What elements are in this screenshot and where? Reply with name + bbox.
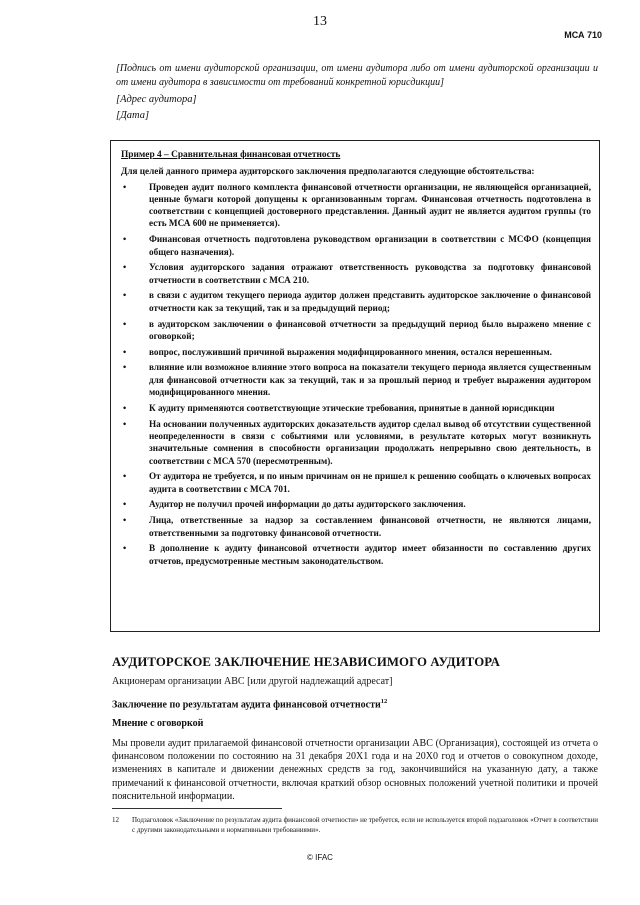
list-item (121, 181, 591, 230)
opinion-heading: Мнение с оговоркой (112, 718, 204, 729)
date-placeholder: [Дата] (116, 110, 150, 121)
example-box (110, 140, 600, 632)
footnote-divider (112, 808, 282, 809)
bullet-icon: • (123, 346, 127, 357)
bullet-icon: • (123, 418, 127, 429)
bullet-text: вопрос, послуживший причиной выражения модифицированного мнения, остался нерешенным. (149, 346, 552, 357)
list-item (121, 289, 591, 314)
bullet-text: Финансовая отчетность подготовлена руководством организации в соответствии с МСФО (концепция общего назначения). (149, 234, 591, 257)
bullet-text: Лица, ответственные за надзор за составлением финансовой отчетности, не являются лицами, ответственными за подготовку финансовой отчетности. (149, 515, 591, 538)
list-item (121, 514, 591, 539)
report-heading-text: Заключение по результатам аудита финансовой отчетности (112, 699, 381, 711)
report-addressee: Акционерам организации АВС [или другой надлежащий адресат] (112, 676, 393, 687)
example-intro: Для целей данного примера аудиторского заключения предполагаются следующие обстоятельства: (121, 166, 535, 177)
page-number: 13 (313, 14, 327, 29)
list-item (121, 402, 591, 414)
bullet-icon: • (123, 234, 127, 245)
bullet-icon: • (123, 181, 127, 192)
bullet-text: К аудиту применяются соответствующие этические требования, принятые в данной юрисдикции (149, 402, 555, 413)
bullet-text: Проведен аудит полного комплекта финансовой отчетности организации, не являющейся организацией, ценные бумаги которой допущены к организованным торгам. Финансовая отчетность подготовлена в соответствии с концепцией достоверного представления. Данный аудит не является аудитом группы (то есть МСА 600 не применяется). (149, 181, 591, 229)
list-item (121, 346, 591, 358)
bullet-text: в связи с аудитом текущего периода аудитор должен представить аудиторское заключение о финансовой отчетности как за текущий, так и за предыдущий период; (149, 290, 591, 313)
bullet-text: в аудиторском заключении о финансовой отчетности за предыдущий период было выражено мнение с оговоркой; (149, 318, 591, 341)
footnote (112, 815, 598, 835)
list-item (121, 318, 591, 343)
list-item (121, 418, 591, 467)
bullet-icon: • (123, 362, 127, 373)
list-item (121, 361, 591, 398)
opinion-paragraph: Мы провели аудит прилагаемой финансовой отчетности организации АВС (Организация), состоящей из отчета о финансовом положении по состоянию на 31 декабря 20X1 года и на 20X0 год и отчетов о совокупном доходе, изменениях в капитале и движении денежных средств за год, закончившийся на указанную дату, а также примечаний к финансовой отчетности, включая краткий обзор основных положений учетной политики и прочей пояснительной информации. (112, 738, 598, 802)
report-title: АУДИТОРСКОЕ ЗАКЛЮЧЕНИЕ НЕЗАВИСИМОГО АУДИТОРА (112, 655, 500, 669)
footnote-number: 12 (112, 816, 119, 824)
list-item (121, 233, 591, 258)
bullet-icon: • (123, 402, 127, 413)
bullet-text: На основании полученных аудиторских доказательств аудитор сделал вывод об отсутствии существенной неопределенности в связи с событиями или условиями, в результате которых могут возникнуть значительные сомнения в способности организации продолжать непрерывно свою деятельность, в соответствии с МСА 570 (пересмотренным). (149, 418, 591, 466)
signature-note: [Подпись от имени аудиторской организации, от имени аудитора либо от имени аудиторской организации и от имени аудитора в зависимости от требований конкретной юрисдикции] (116, 63, 598, 88)
bullet-text: В дополнение к аудиту финансовой отчетности аудитор имеет обязанности по составлению других отчетов, предусмотренные местным законодательством. (149, 543, 591, 566)
footnote-text: Подзаголовок «Заключение по результатам аудита финансовой отчетности» не требуется, если не используется второй подзаголовок «Отчет в соответствии с другими законодательными и нормативными требованиями». (132, 816, 598, 834)
bullet-icon: • (123, 318, 127, 329)
auditor-address-placeholder: [Адрес аудитора] (116, 94, 197, 105)
document-code: МСА 710 (564, 30, 602, 40)
footnote-reference[interactable]: 12 (380, 698, 388, 705)
list-item (121, 261, 591, 286)
list-item (121, 542, 591, 567)
bullet-icon: • (123, 262, 127, 273)
example-title: Пример 4 – Сравнительная финансовая отчетность (121, 150, 341, 160)
bullet-icon: • (123, 515, 127, 526)
bullet-icon: • (123, 543, 127, 554)
report-heading (112, 698, 387, 710)
list-item (121, 470, 591, 495)
list-item (121, 498, 591, 510)
example-bullet-list (121, 181, 591, 567)
bullet-text: влияние или возможное влияние этого вопроса на показатели текущего периода является существенным для финансовой отчетности как за текущий, так и за прошлый период и требует выражения аудитором модифицированного мнения. (149, 362, 591, 398)
bullet-text: Условия аудиторского задания отражают ответственность руководства за подготовку финансовой отчетности в соответствии с МСА 210. (149, 262, 591, 285)
bullet-text: Аудитор не получил прочей информации до даты аудиторского заключения. (149, 499, 466, 510)
bullet-icon: • (123, 290, 127, 301)
bullet-text: От аудитора не требуется, и по иным причинам он не пришел к решению сообщать о ключевых вопросах аудита в соответствии с МСА 701. (149, 471, 591, 494)
bullet-icon: • (123, 499, 127, 510)
copyright: © IFAC (307, 853, 333, 862)
bullet-icon: • (123, 471, 127, 482)
